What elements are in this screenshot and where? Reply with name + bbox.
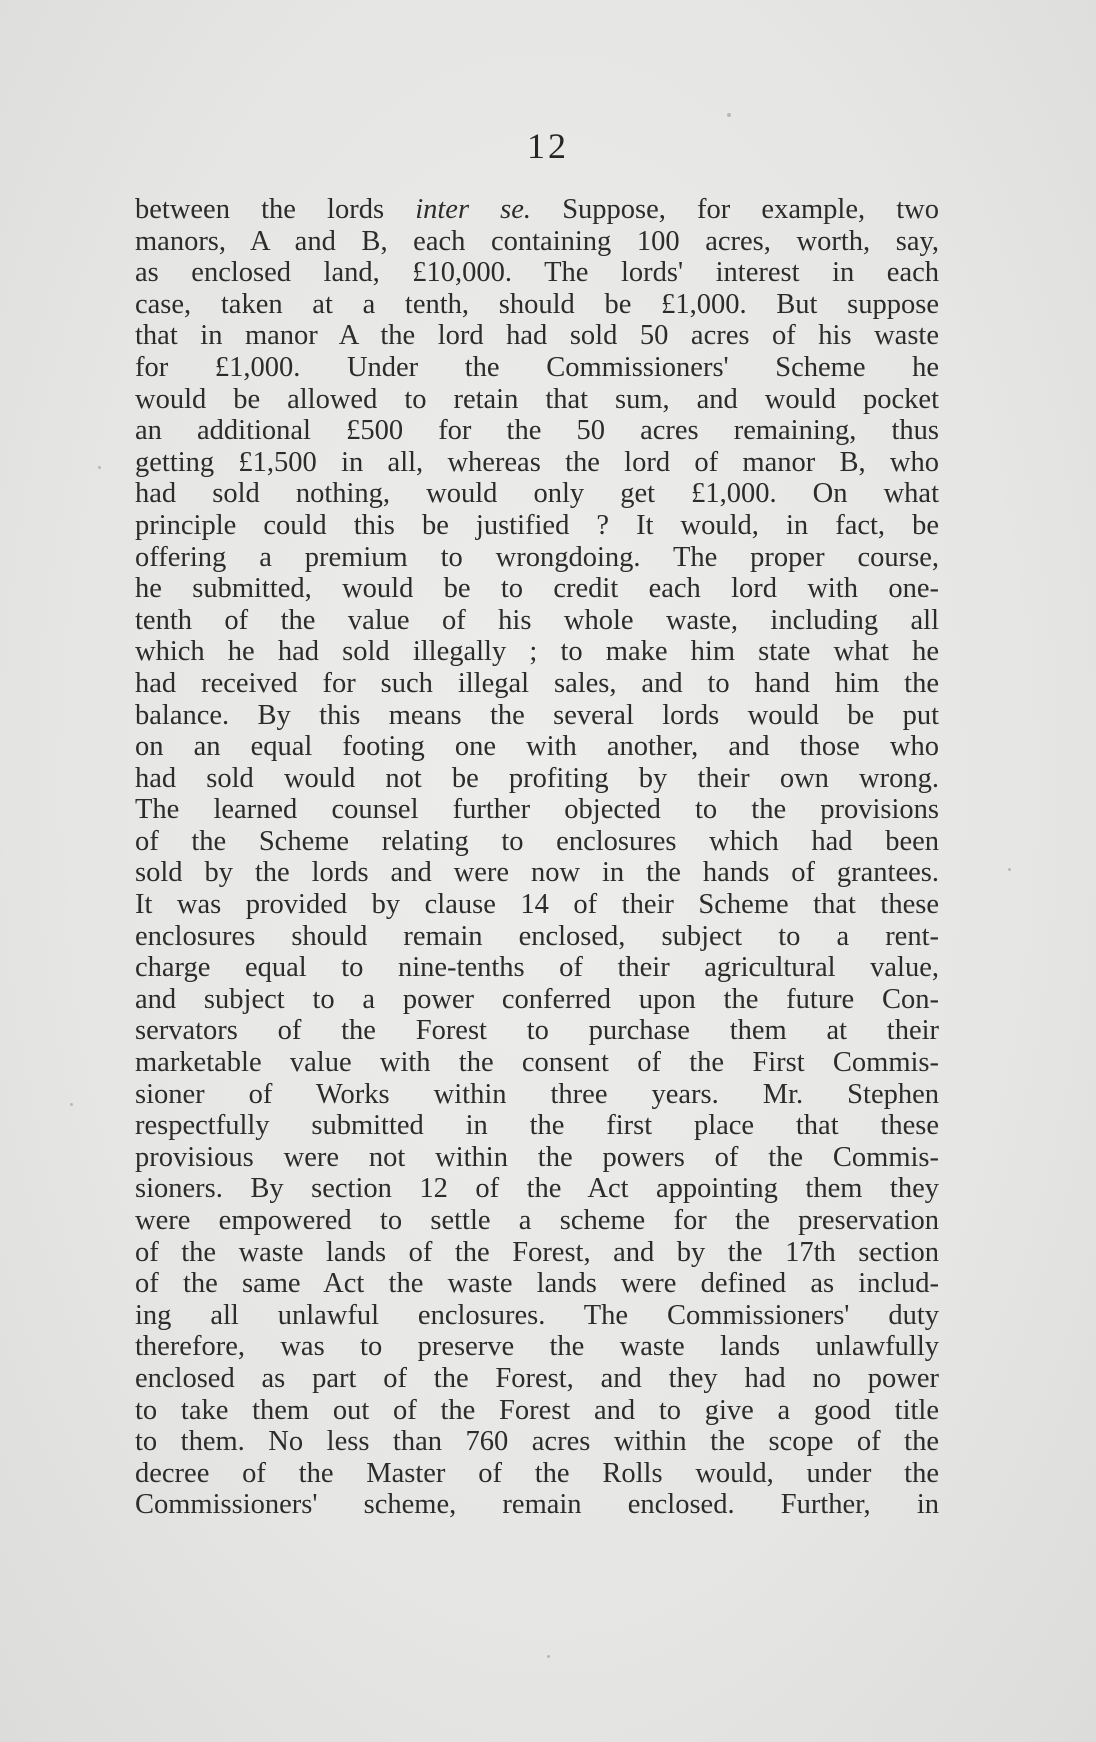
text-line: which he had sold illegally ; to make him state what he (135, 636, 939, 668)
text-line: balance. By this means the several lords would be put (135, 699, 939, 731)
paper-speck (98, 466, 101, 469)
text-line: sioner of Works within three years. Mr. Stephen (135, 1078, 939, 1110)
text-line: getting £1,500 in all, whereas the lord of manor B, who (135, 446, 939, 478)
text-line: as enclosed land, £10,000. The lords' interest in each (135, 257, 939, 289)
page-number: 12 (527, 126, 569, 166)
body-text (135, 194, 939, 1521)
text-line: charge equal to nine-tenths of their agricultural value, (135, 952, 939, 984)
text-line: principle could this be justified ? It would, in fact, be (135, 509, 939, 541)
text-line: enclosures should remain enclosed, subject to a rent- (135, 920, 939, 952)
text-line: enclosed as part of the Forest, and they had no power (135, 1362, 939, 1394)
text-line: of the waste lands of the Forest, and by the 17th section (135, 1236, 939, 1268)
text-line: and subject to a power conferred upon the future Con- (135, 983, 939, 1015)
paper-speck (727, 113, 731, 117)
text-line: tenth of the value of his whole waste, including all (135, 604, 939, 636)
text-line: servators of the Forest to purchase them at their (135, 1015, 939, 1047)
paper-speck (70, 1103, 73, 1106)
text-line: provisious were not within the powers of the Commis- (135, 1141, 939, 1173)
text-line: an additional £500 for the 50 acres remaining, thus (135, 415, 939, 447)
text-line: of the Scheme relating to enclosures which had been (135, 825, 939, 857)
text-line: therefore, was to preserve the waste lands unlawfully (135, 1331, 939, 1363)
text-line: had sold would not be profiting by their own wrong. (135, 762, 939, 794)
text-line: for £1,000. Under the Commissioners' Scheme he (135, 351, 939, 383)
text-line: to take them out of the Forest and to give a good title (135, 1394, 939, 1426)
text-line: between the lords inter se. Suppose, for example, two (135, 194, 939, 225)
text-line: offering a premium to wrongdoing. The proper course, (135, 541, 939, 573)
text-line: would be allowed to retain that sum, and would pocket (135, 383, 939, 415)
text-line: case, taken at a tenth, should be £1,000. But suppose (135, 288, 939, 320)
text-line: to them. No less than 760 acres within the scope of the (135, 1426, 939, 1458)
text-line: ing all unlawful enclosures. The Commissioners' duty (135, 1299, 939, 1331)
text-line: had received for such illegal sales, and to hand him the (135, 667, 939, 699)
text-line: marketable value with the consent of the First Commis- (135, 1047, 939, 1079)
text-line: manors, A and B, each containing 100 acres, worth, say, (135, 225, 939, 257)
text-line: had sold nothing, would only get £1,000. On what (135, 478, 939, 510)
text-line: he submitted, would be to credit each lord with one- (135, 573, 939, 605)
text-line: The learned counsel further objected to the provisions (135, 794, 939, 826)
text-line: sold by the lords and were now in the hands of grantees. (135, 857, 939, 889)
text-line: were empowered to settle a scheme for the preservation (135, 1205, 939, 1236)
text-line: It was provided by clause 14 of their Scheme that these (135, 889, 939, 921)
paper-speck (1008, 868, 1011, 871)
text-line: that in manor A the lord had sold 50 acres of his waste (135, 320, 939, 352)
paper-speck (547, 1655, 550, 1658)
text-line: respectfully submitted in the first place that these (135, 1110, 939, 1142)
text-line: decree of the Master of the Rolls would, under the (135, 1457, 939, 1489)
text-line: sioners. By section 12 of the Act appointing them they (135, 1173, 939, 1205)
text-line: Commissioners' scheme, remain enclosed. Further, in (135, 1489, 939, 1521)
text-line: on an equal footing one with another, and those who (135, 731, 939, 763)
text-line: of the same Act the waste lands were defined as includ- (135, 1268, 939, 1300)
